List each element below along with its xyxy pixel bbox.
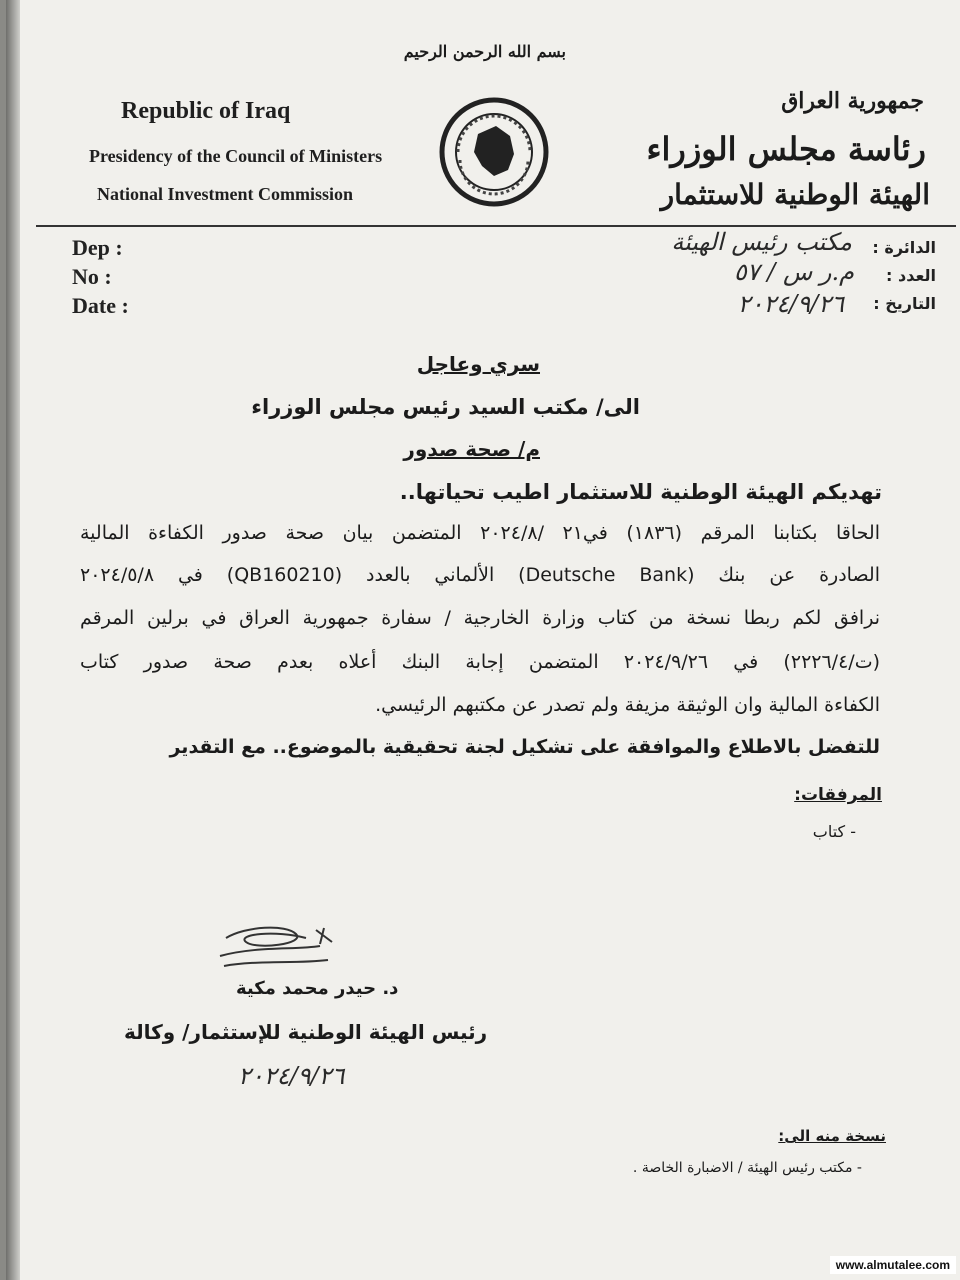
body-line-4: (ت/٢٢٢٦/٤) في ٢٠٢٤/٩/٢٦ المتضمن إجابة البنك أعلاه بعدم صحة صدور كتاب (80, 651, 880, 673)
date-value: ٢٠٢٤/٩/٢٦ (737, 290, 844, 318)
header-commission-en: National Investment Commission (97, 184, 354, 204)
body-line-5: الكفاءة المالية وان الوثيقة مزيفة ولم تصدر عن مكتبهم الرئيسي. (375, 694, 880, 716)
date-label-ar: التاريخ : (873, 294, 936, 313)
body-line-1: الحاقا بكتابنا المرقم (١٨٣٦) في٢١ /٢٠٢٤/٨ المتضمن بيان صحة صدور الكفاءة المالية (80, 522, 881, 544)
no-label-en: No : (72, 264, 112, 289)
recipient: الى/ مكتب السيد رئيس مجلس الوزراء (251, 395, 640, 419)
attachments-label: المرفقات: (794, 785, 882, 805)
copy-to-label: نسخة منه الى: (778, 1127, 886, 1145)
signatory-name: د. حيدر محمد مكية (236, 978, 399, 999)
date-label-en: Date : (72, 293, 129, 318)
header-divider (36, 225, 956, 227)
basmala: بسم الله الرحمن الرحيم (403, 42, 566, 61)
signature-date: ٢٠٢٤/٩/٢٦ (238, 1062, 345, 1090)
closing: للتفضل بالاطلاع والموافقة على تشكيل لجنة تحقيقية بالموضوع.. مع التقدير (169, 736, 880, 758)
dep-value: مكتب رئيس الهيئة (671, 228, 852, 256)
no-value: م.ر س / ٥٧ (733, 258, 854, 286)
no-label-ar: العدد : (886, 266, 936, 285)
attachment-item: - كتاب (812, 822, 856, 841)
header-commission-ar: الهيئة الوطنية للاستثمار (660, 178, 930, 211)
header-presidency-en: Presidency of the Council of Ministers (89, 146, 383, 166)
body-line-3: نرافق لكم ربطا نسخة من كتاب وزارة الخارجية / سفارة جمهورية العراق في برلين المرقم (80, 607, 880, 629)
dep-label-en: Dep : (72, 235, 123, 260)
greeting: تهديكم الهيئة الوطنية للاستثمار اطيب تحياتها.. (399, 480, 882, 504)
copy-to-item: - مكتب رئيس الهيئة / الاضبارة الخاصة . (632, 1160, 862, 1176)
signature-mark (216, 920, 346, 980)
signatory-title: رئيس الهيئة الوطنية للإستثمار/ وكالة (124, 1020, 488, 1044)
dep-label-ar: الدائرة : (872, 238, 936, 257)
header-country-en: Republic of Iraq (121, 98, 291, 124)
document-page (6, 0, 960, 1280)
subject: م/ صحة صدور (403, 437, 540, 461)
page-edge-shadow (6, 0, 20, 1280)
body-line-2: الصادرة عن بنك (Deutsche Bank) الألماني بالعدد (QB160210) في ٢٠٢٤/٥/٨ (80, 564, 880, 586)
classification: سري وعاجل (416, 352, 540, 376)
header-country-ar: جمهورية العراق (781, 88, 924, 114)
watermark-url: www.almutalee.com (830, 1256, 956, 1274)
header-presidency-ar: رئاسة مجلس الوزراء (646, 130, 926, 168)
emblem-logo (438, 96, 550, 208)
